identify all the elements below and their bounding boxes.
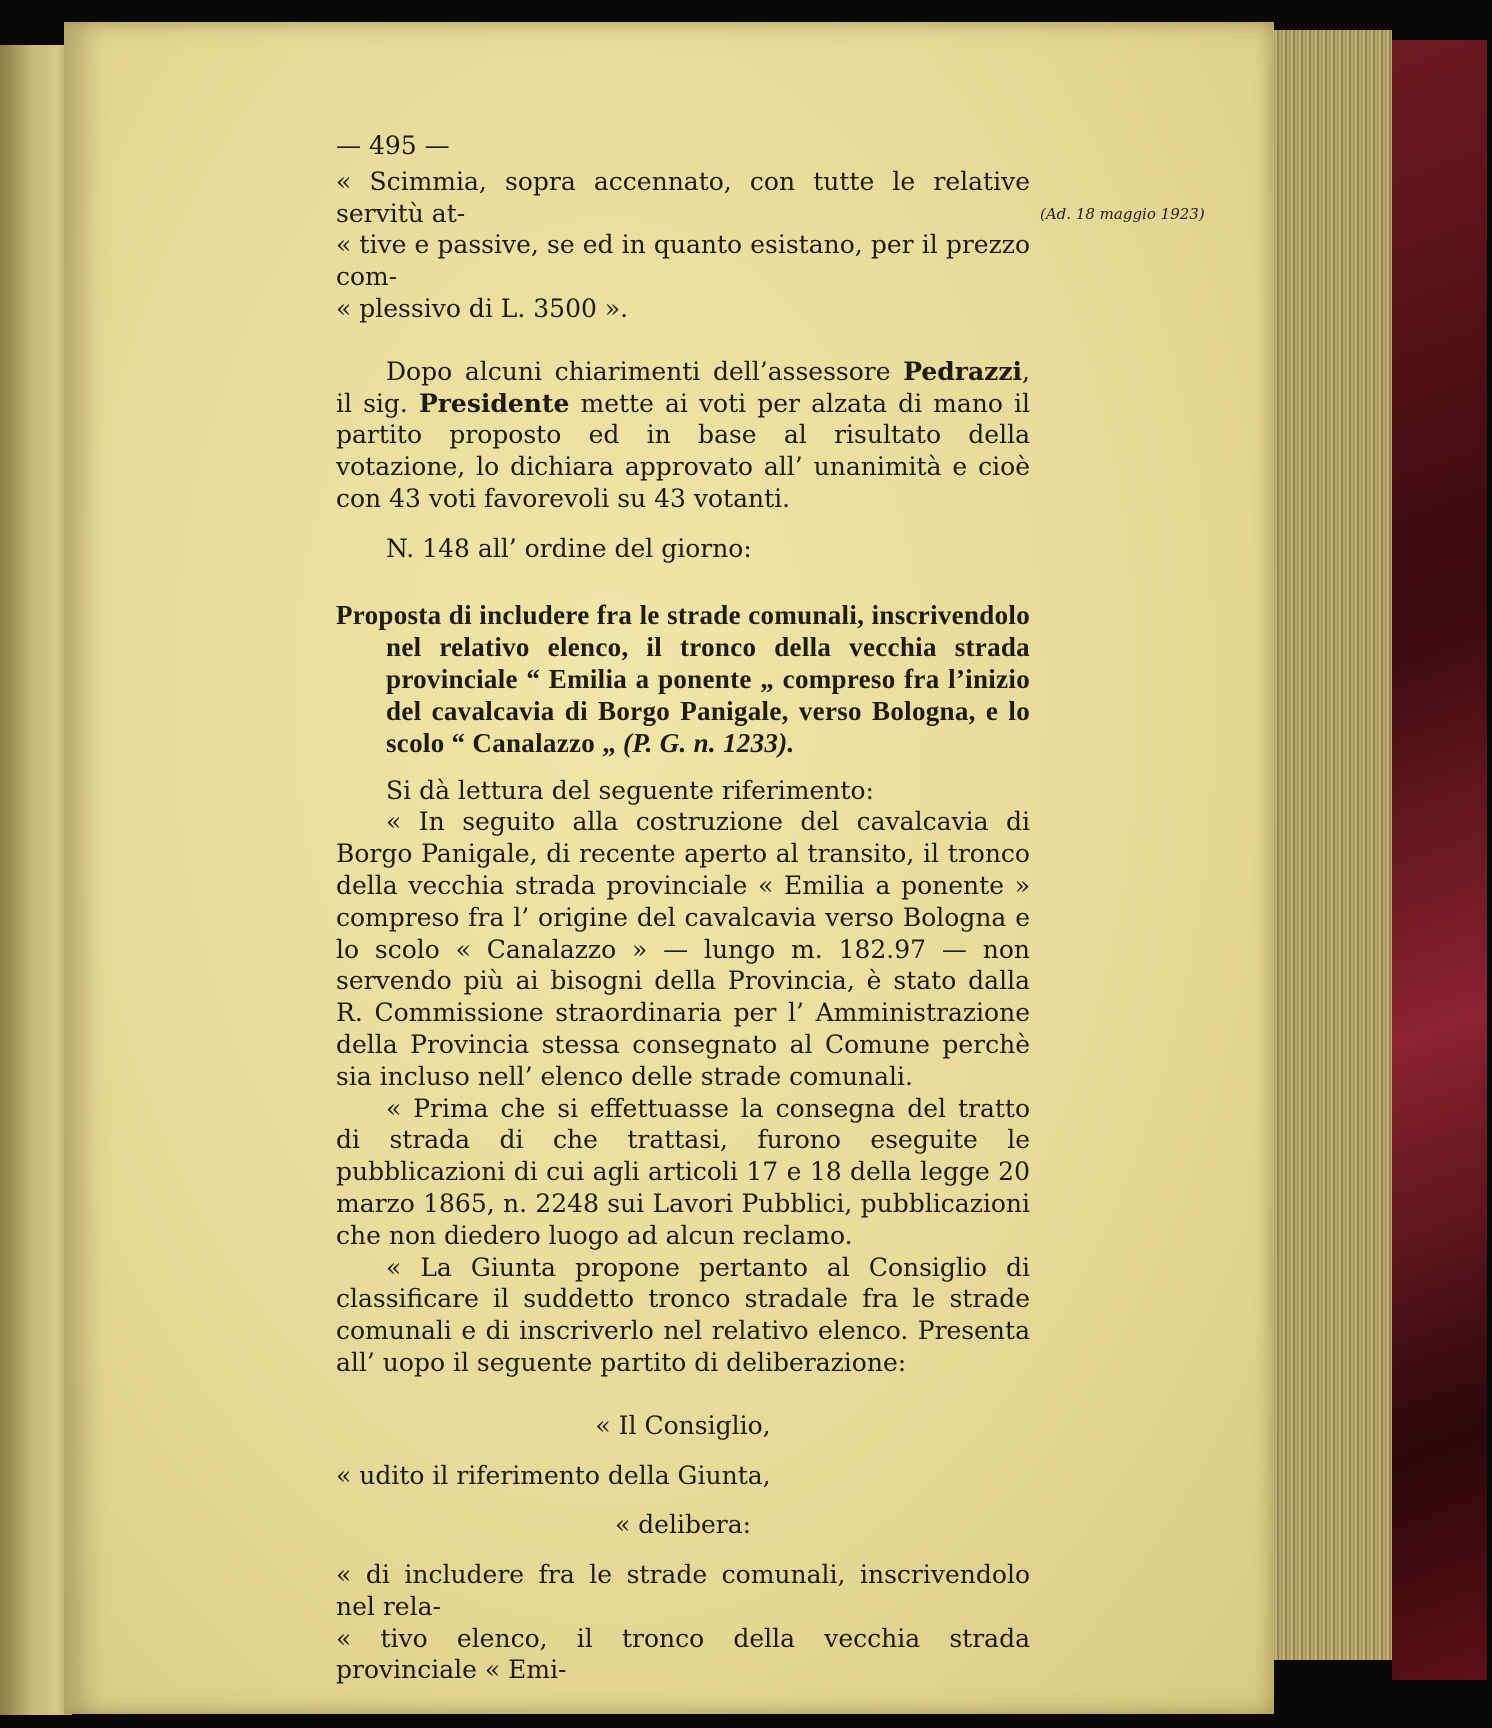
final-line: « tivo elenco, il tronco della vecchia strada provinciale « Emi- bbox=[336, 1623, 1030, 1685]
name-pedrazzi: Pedrazzi bbox=[903, 356, 1023, 386]
page-number: — 495 — bbox=[336, 131, 450, 160]
margin-date-note: (Ad. 18 maggio 1923) bbox=[1040, 205, 1205, 223]
heading-text: Proposta di includere fra le strade comunali, inscrivendolo nel relativo elenco, il tronco della vecchia strada provinciale “ Emilia a ponente „ compreso fra l’inizio del cavalcavia di Borgo Panigale, verso Bologna, e lo scolo “ Canalazzo „ bbox=[336, 599, 1030, 758]
left-page-edge bbox=[0, 45, 72, 1715]
reading-line: Si dà lettura del seguente riferimento: bbox=[386, 775, 874, 805]
paragraph-costruzione: « In seguito alla costruzione del cavalcavia di Borgo Panigale, di recente aperto al transito, il tronco della vecchia strada provinciale « Emilia a ponente » compreso fra l’ origine del cavalcavia verso Bologna e lo scolo « Canalazzo » — lungo m. 182.97 — non servendo più ai bisogni della Provincia, è stato dalla R. Commissione straordinaria per l’ Amministrazione della Provincia stessa consegnato al Comune perchè sia incluso nell’ elenco delle strade comunali. bbox=[336, 807, 1030, 1091]
udito-line: « udito il riferimento della Giunta, bbox=[336, 1460, 771, 1490]
quote-line: « Scimmia, sopra accennato, con tutte le relative servitù at- bbox=[336, 166, 1030, 228]
page-stack-edges bbox=[1262, 30, 1392, 1660]
paragraph-vote bbox=[336, 356, 1030, 515]
text-span: , il sig. bbox=[336, 356, 1030, 418]
quote-line: « plessivo di L. 3500 ». bbox=[336, 293, 629, 323]
text-span: Dopo alcuni chiarimenti dell’assessore bbox=[386, 356, 904, 386]
consiglio-line: « Il Consiglio, bbox=[595, 1410, 771, 1440]
delibera-line: « delibera: bbox=[614, 1510, 752, 1540]
quote-line: « tive e passive, se ed in quanto esistano, per il prezzo com- bbox=[336, 230, 1030, 292]
page-text bbox=[336, 130, 1030, 1686]
heading-ref: (P. G. n. 1233). bbox=[622, 727, 795, 758]
text-span: mette ai voti per alzata di mano il partito proposto ed in base al risultato della votazione, lo dichiara approvato all’ unanimità e cioè con 43 voti favorevoli su 43 votanti. bbox=[336, 388, 1030, 513]
order-item: N. 148 all’ ordine del giorno: bbox=[386, 533, 752, 563]
name-presidente: Presidente bbox=[418, 388, 570, 418]
paragraph-giunta: « La Giunta propone pertanto al Consiglio di classificare il suddetto tronco stradale fra le strade comunali e di inscriverlo nel relativo elenco. Presenta all’ uopo il seguente partito di deliberazione: bbox=[336, 1252, 1030, 1377]
final-line: « di includere fra le strade comunali, inscrivendolo nel rela- bbox=[336, 1560, 1030, 1621]
book-cover bbox=[1392, 40, 1487, 1680]
section-heading bbox=[336, 599, 1030, 759]
paragraph-consegna: « Prima che si effettuasse la consegna del tratto di strada di che trattasi, furono eseguite le pubblicazioni di cui agli articoli 17 e 18 della legge 20 marzo 1865, n. 2248 sui Lavori Pubblici, pubblicazioni che non diedero luogo ad alcun reclamo. bbox=[336, 1093, 1030, 1250]
